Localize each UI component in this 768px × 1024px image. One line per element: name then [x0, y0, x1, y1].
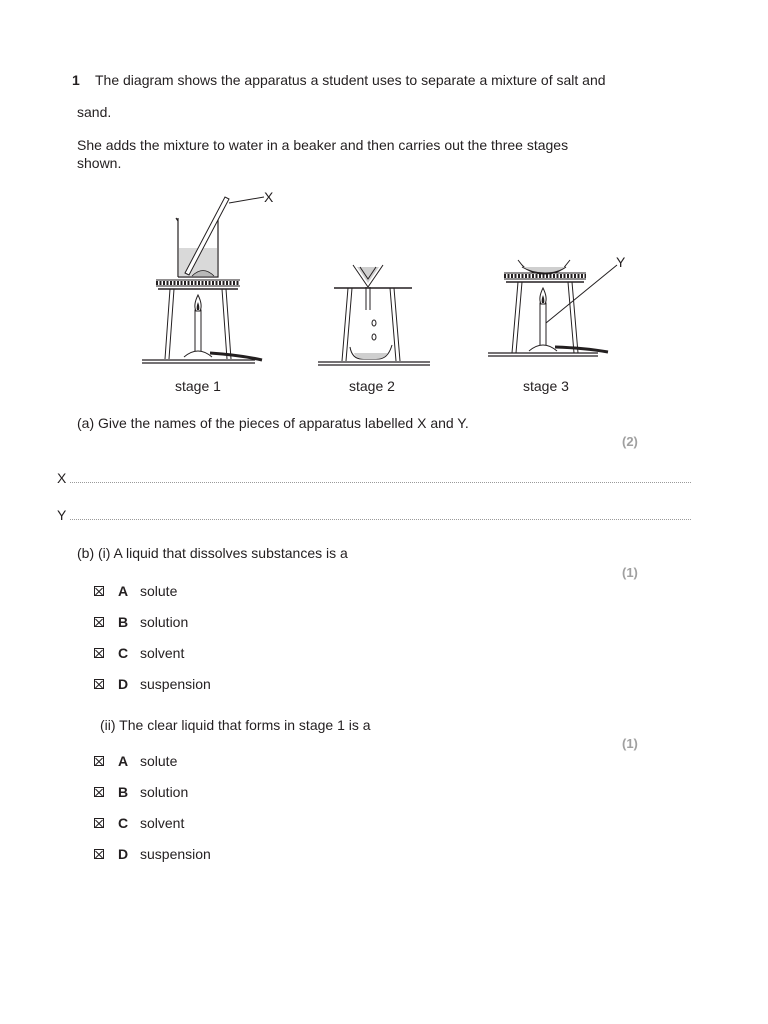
- option-text: solution: [140, 784, 189, 800]
- part-b-ii-prompt: (ii) The clear liquid that forms in stage 1 is a: [100, 717, 371, 733]
- stage-2-label: stage 2: [349, 378, 395, 394]
- checkbox[interactable]: [94, 679, 104, 689]
- option-text: solvent: [140, 815, 185, 831]
- checkbox[interactable]: [94, 756, 104, 766]
- option-text: solute: [140, 753, 178, 769]
- option-letter: D: [118, 676, 129, 692]
- option-text: solution: [140, 614, 189, 630]
- stage-2-apparatus: [318, 265, 430, 365]
- answer-y-line[interactable]: [70, 519, 691, 520]
- stage-1-apparatus: [142, 197, 264, 363]
- option-letter: C: [118, 815, 129, 831]
- label-x-leader: [229, 197, 264, 203]
- option-b-i-d[interactable]: [94, 676, 211, 692]
- part-a-marks: (2): [622, 434, 638, 449]
- option-text: solvent: [140, 645, 185, 661]
- part-a-prompt: (a) Give the names of the pieces of apparatus labelled X and Y.: [77, 415, 469, 431]
- label-y-leader: [546, 265, 617, 323]
- label-x: X: [264, 189, 274, 205]
- option-letter: A: [118, 753, 129, 769]
- checkbox[interactable]: [94, 818, 104, 828]
- option-letter: B: [118, 784, 129, 800]
- checkbox[interactable]: [94, 787, 104, 797]
- question-intro2-line2: shown.: [77, 155, 122, 171]
- option-b-ii-c[interactable]: [94, 815, 184, 831]
- option-letter: D: [118, 846, 129, 862]
- option-letter: A: [118, 583, 129, 599]
- answer-y-label: Y: [57, 507, 67, 523]
- question-intro-line1: The diagram shows the apparatus a student uses to separate a mixture of salt and: [95, 72, 606, 88]
- option-text: solute: [140, 583, 178, 599]
- option-b-ii-d[interactable]: [94, 846, 211, 862]
- stage-3-label: stage 3: [523, 378, 569, 394]
- stage-1-label: stage 1: [175, 378, 221, 394]
- checkbox[interactable]: [94, 849, 104, 859]
- option-letter: C: [118, 645, 129, 661]
- answer-x-line[interactable]: [70, 482, 691, 483]
- checkbox[interactable]: [94, 648, 104, 658]
- part-b-ii-marks: (1): [622, 736, 638, 751]
- option-b-ii-a[interactable]: [94, 753, 177, 769]
- checkbox[interactable]: [94, 617, 104, 627]
- question-number: 1: [72, 72, 80, 88]
- option-b-i-a[interactable]: [94, 583, 177, 599]
- checkbox[interactable]: [94, 586, 104, 596]
- option-b-ii-b[interactable]: [94, 784, 188, 800]
- part-b-i-marks: (1): [622, 565, 638, 580]
- question-intro-line2: sand.: [77, 104, 112, 120]
- option-b-i-b[interactable]: [94, 614, 188, 630]
- option-b-i-c[interactable]: [94, 645, 184, 661]
- label-y: Y: [616, 254, 626, 270]
- option-text: suspension: [140, 676, 211, 692]
- option-text: suspension: [140, 846, 211, 862]
- answer-x-label: X: [57, 470, 67, 486]
- question-intro2-line1: She adds the mixture to water in a beaker and then carries out the three stages: [77, 137, 569, 153]
- part-b-i-prompt: (b) (i) A liquid that dissolves substances is a: [77, 545, 348, 561]
- apparatus-diagram: [130, 185, 640, 394]
- stage-3-apparatus: [488, 260, 617, 356]
- option-letter: B: [118, 614, 129, 630]
